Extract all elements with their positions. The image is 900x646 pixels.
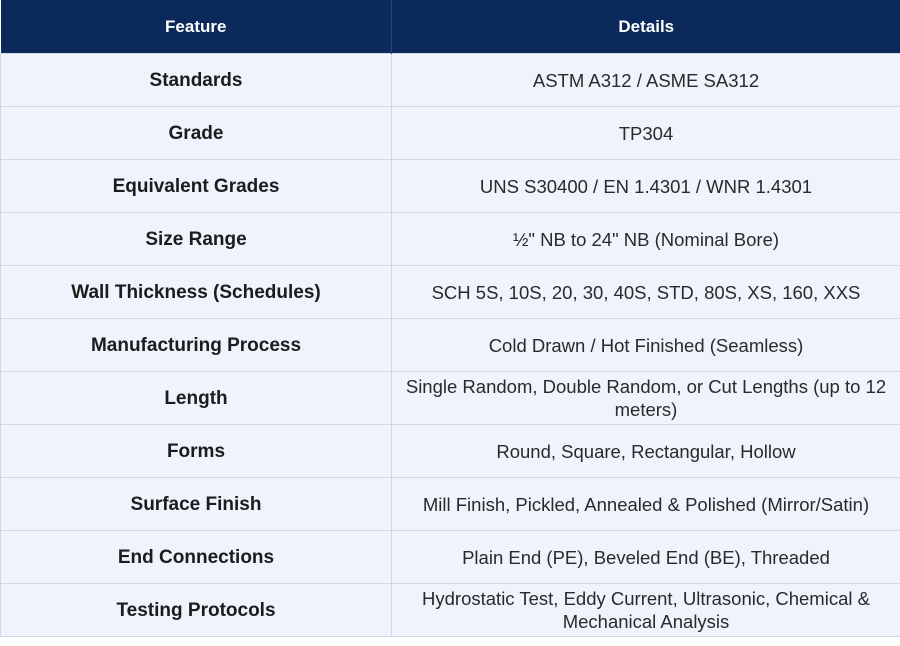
feature-cell: Forms: [1, 425, 392, 478]
details-cell: SCH 5S, 10S, 20, 30, 40S, STD, 80S, XS, 160, XXS: [392, 266, 900, 319]
details-cell: Single Random, Double Random, or Cut Lengths (up to 12 meters): [392, 372, 900, 425]
table-row: [1, 54, 900, 107]
feature-cell: Size Range: [1, 213, 392, 266]
details-cell: Mill Finish, Pickled, Annealed & Polished (Mirror/Satin): [392, 478, 900, 531]
details-cell: TP304: [392, 107, 900, 160]
details-cell: Round, Square, Rectangular, Hollow: [392, 425, 900, 478]
table-row: [1, 584, 900, 637]
details-cell: Cold Drawn / Hot Finished (Seamless): [392, 319, 900, 372]
table-row: [1, 213, 900, 266]
table-row: [1, 531, 900, 584]
feature-cell: Manufacturing Process: [1, 319, 392, 372]
header-feature: Feature: [1, 0, 392, 54]
feature-cell: End Connections: [1, 531, 392, 584]
details-cell: Plain End (PE), Beveled End (BE), Threaded: [392, 531, 900, 584]
table-row: [1, 160, 900, 213]
feature-cell: Testing Protocols: [1, 584, 392, 637]
feature-cell: Standards: [1, 54, 392, 107]
header-row: [1, 0, 900, 54]
feature-cell: Wall Thickness (Schedules): [1, 266, 392, 319]
feature-cell: Length: [1, 372, 392, 425]
table-row: [1, 266, 900, 319]
details-cell: ½" NB to 24" NB (Nominal Bore): [392, 213, 900, 266]
table-row: [1, 319, 900, 372]
table-header: [1, 0, 900, 54]
details-cell: Hydrostatic Test, Eddy Current, Ultrasonic, Chemical & Mechanical Analysis: [392, 584, 900, 637]
details-cell: ASTM A312 / ASME SA312: [392, 54, 900, 107]
table-row: [1, 425, 900, 478]
table-body: [1, 54, 900, 637]
feature-cell: Grade: [1, 107, 392, 160]
feature-cell: Equivalent Grades: [1, 160, 392, 213]
feature-cell: Surface Finish: [1, 478, 392, 531]
table-row: [1, 478, 900, 531]
details-cell: UNS S30400 / EN 1.4301 / WNR 1.4301: [392, 160, 900, 213]
table-row: [1, 372, 900, 425]
header-details: Details: [392, 0, 900, 54]
table-row: [1, 107, 900, 160]
